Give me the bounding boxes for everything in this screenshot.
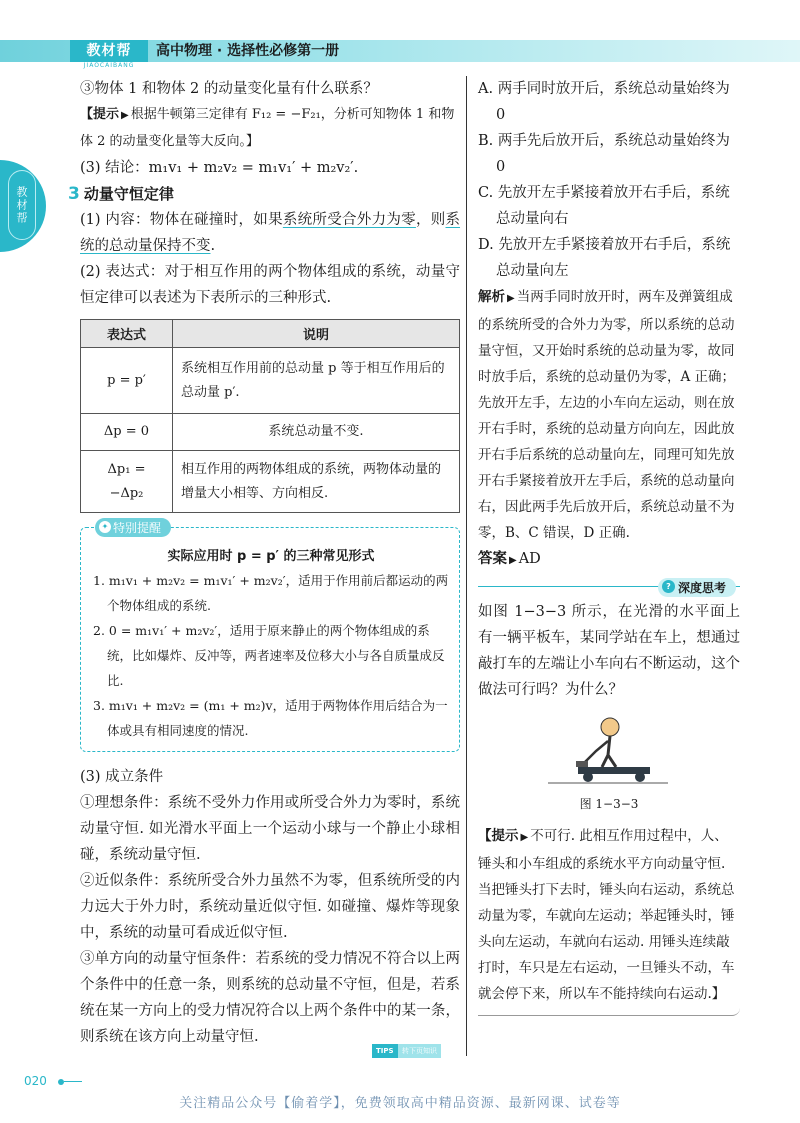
condition-2: ②近似条件：系统所受合外力虽然不为零，但系统所受的内力远大于外力时，系统动量近似守恒. 如碰撞、爆炸等现象中，系统的动量可看成近似守恒.: [80, 873, 460, 941]
reminder-item: 2. 0 = m₁v₁′ + m₂v₂′，适用于原来静止的两个物体组成的系统，比如爆炸、反冲等，两者速率及位移大小与各自质量成反比.: [93, 623, 445, 688]
deep-question: 如图 1−3−3 所示，在光滑的水平面上有一辆平板车，某同学站在车上，想通过敲打车的左端让小车向右不断运动，这个做法可行吗？为什么？: [478, 604, 740, 698]
table-row: [81, 451, 460, 513]
table-header-cell: 说明: [173, 320, 460, 348]
expression-intro: (2) 表达式：对于相互作用的两个物体组成的系统，动量守恒定律可以表述为下表所示的三种形式.: [80, 264, 460, 306]
person-body: [602, 736, 616, 767]
answer: [478, 546, 740, 574]
footer-note: 关注精品公众号【偷着学】，免费领取高中精品资源、最新网课、试卷等: [179, 1096, 621, 1111]
conclusion: (3) 结论：m₁v₁ + m₂v₂ = m₁v₁′ + m₂v₂′.: [80, 160, 359, 176]
condition-1: ①理想条件：系统不受外力作用或所受合外力为零时，系统动量守恒. 如光滑水平面上一个运动小球与一个静止小球相碰，系统动量守恒.: [80, 795, 460, 863]
triangle-icon: ▶: [507, 293, 515, 304]
special-reminder-box: [80, 521, 460, 752]
content-paragraph: [80, 207, 460, 259]
header-tab: 教材帮: [70, 40, 148, 62]
cart-wheel: [583, 772, 593, 782]
tips-tag: TIPS: [372, 1044, 398, 1058]
reminder-label-text: 特别提醒: [113, 521, 162, 535]
tips-text: 转下页知识: [398, 1044, 441, 1058]
table-cell: Δp = 0: [81, 414, 173, 451]
section-3-heading: [68, 181, 460, 207]
table-cell: Δp₁ = −Δp₂: [81, 451, 173, 513]
hint-2-open: 【提示: [478, 828, 519, 844]
table-header-cell: 表达式: [81, 320, 173, 348]
table-header-row: [81, 320, 460, 348]
hammer-head: [576, 761, 588, 767]
page-dot: [58, 1079, 64, 1085]
section-number: 3: [68, 184, 80, 204]
option-c: C. 先放开左手紧接着放开右手后，系统总动量向右: [478, 185, 730, 227]
figure-caption: 图 1−3−3: [579, 797, 639, 811]
deep-thinking-label: [658, 578, 736, 597]
hint-1-open: 【提示: [80, 107, 120, 122]
answer-value: AD: [518, 551, 541, 567]
hint-1: [80, 102, 460, 155]
figure-cart-hammer: [478, 713, 740, 787]
column-divider: [466, 76, 467, 1056]
question-3: ③物体 1 和物体 2 的动量变化量有什么联系？: [80, 81, 378, 97]
thinking-icon: ?: [662, 580, 675, 593]
analysis-body: 当两手同时放开时，两车及弹簧组成的系统所受的合外力为零，所以系统的总动量守恒，又开始时系统的总动量为零，故同时放手后，系统的总动量仍为零，A 正确；先放开左手，左边的小车向左运动，则在放开右手时，系统的总动量方向向左，因此放开右手后系统的总动量向左，同理可知先放开右手紧接着放开左手后，系统的总动量向右，因此两手先后放开后，系统总动量不为零，B、C 错误，D 正确.: [478, 289, 736, 541]
header-tab-sub: JIAOCAIBANG: [83, 62, 135, 69]
condition-title: (3) 成立条件: [80, 769, 164, 785]
tips-badge: [372, 1044, 456, 1058]
deep-thinking-box: [478, 581, 740, 1016]
reminder-label: [95, 518, 171, 537]
hint-2: [478, 823, 740, 1016]
reminder-title: 实际应用时 p = p′ 的三种常见形式: [167, 549, 375, 564]
left-column: [68, 76, 461, 1050]
reminder-item: 1. m₁v₁ + m₂v₂ = m₁v₁′ + m₂v₂′，适用于作用前后都运动的两个物体组成的系统.: [93, 573, 449, 613]
section-title: 动量守恒定律: [83, 185, 174, 203]
table-cell: 系统总动量不变.: [173, 414, 460, 451]
table-cell: p = p′: [81, 348, 173, 414]
hint-1-body: 根据牛顿第三定律有 F₁₂ = −F₂₁，分析可知物体 1 和物体 2 的动量变化量等大反向。】: [80, 107, 455, 149]
triangle-icon: ▶: [520, 832, 529, 843]
content-text-c: .: [210, 238, 216, 254]
analysis-label: 解析: [478, 289, 505, 305]
condition-3: ③单方向的动量守恒条件：若系统的受力情况不符合以上两个条件中的任意一条，则系统的总动量不守恒，但是，若系统在某一方向上的受力情况符合以上两个条件中的某一条，则系统在该方向上动量守恒.: [80, 951, 460, 1045]
cart-wheel: [635, 772, 645, 782]
option-d: D. 先放开左手紧接着放开右手后，系统总动量向左: [478, 237, 731, 279]
option-b: B. 两手先后放开后，系统总动量始终为 0: [478, 133, 730, 175]
answer-label: 答案: [478, 551, 507, 567]
page-header: [0, 0, 800, 69]
triangle-icon: ▶: [509, 555, 517, 566]
deep-thinking-label-text: 深度思考: [677, 581, 726, 595]
expression-table: [80, 319, 460, 513]
content-text-b: ，则: [415, 212, 446, 228]
table-cell: 相互作用的两物体组成的系统，两物体动量的增量大小相等、方向相反.: [173, 451, 460, 513]
option-a: A. 两手同时放开后，系统总动量始终为 0: [478, 81, 730, 123]
page-number: 020: [24, 1074, 47, 1088]
reminder-item: 3. m₁v₁ + m₂v₂ = (m₁ + m₂)v，适用于两物体作用后结合为一体或具有相同速度的情况.: [93, 698, 448, 738]
bulb-icon: ✦: [99, 521, 111, 533]
table-cell: 系统相互作用前的总动量 p 等于相互作用后的总动量 p′.: [173, 348, 460, 414]
content-underline-1: 系统所受合外力为零: [282, 212, 416, 228]
side-tab-label: 教材帮: [8, 170, 36, 240]
content-underline-2: 系统的总动量保持不变: [80, 212, 461, 254]
table-row: [81, 414, 460, 451]
book-title: 高中物理 · 选择性必修第一册: [156, 43, 340, 59]
person-head: [601, 718, 619, 736]
analysis: [478, 284, 740, 546]
content-text-a: (1) 内容：物体在碰撞时，如果: [80, 212, 283, 228]
triangle-icon: ▶: [121, 110, 129, 121]
table-row: [81, 348, 460, 414]
hint-2-body: 不可行. 此相互作用过程中，人、锤头和小车组成的系统水平方向动量守恒. 当把锤头打下去时，锤头向右运动，系统总动量为零，车就向左运动；举起锤头时，锤头向左运动，车就向右运动. 用锤头连续敲打时，车只是左右运动，一旦锤头不动，车就会停下来，所以车不能持续向右运动.】: [478, 828, 735, 1002]
right-column: [478, 76, 740, 1016]
page-line: [64, 1081, 82, 1082]
